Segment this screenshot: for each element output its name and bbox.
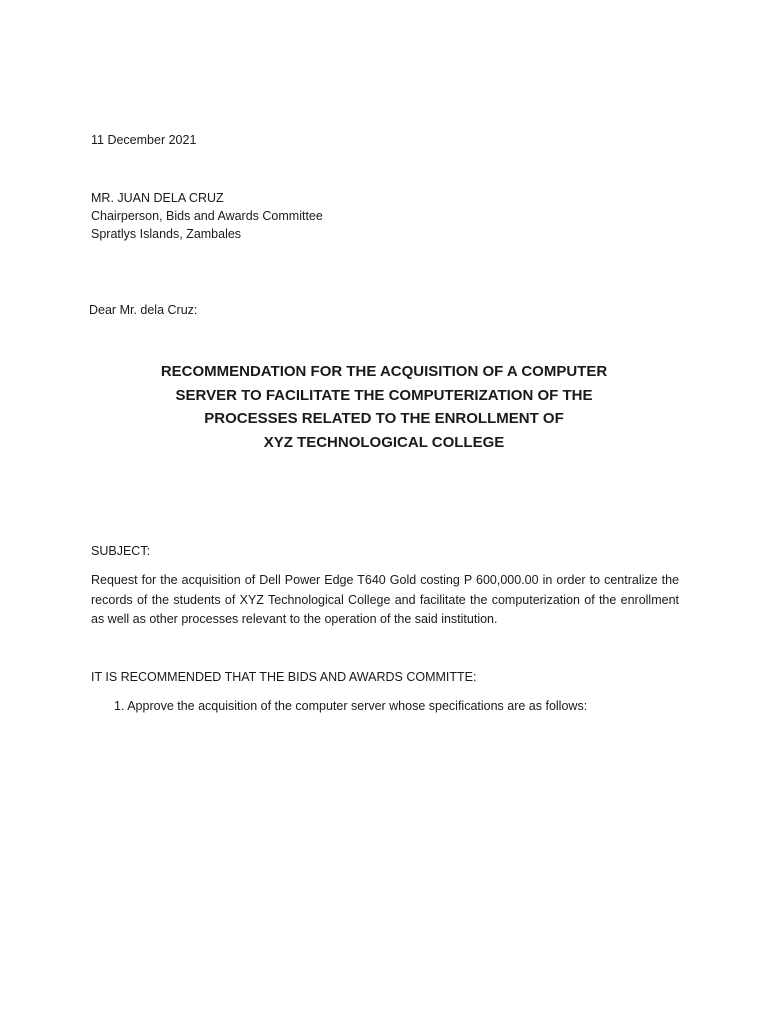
subject-paragraph: [91, 571, 679, 630]
recipient-name: MR. JUAN DELA CRUZ: [91, 191, 224, 205]
salutation: Dear Mr. dela Cruz:: [89, 303, 198, 317]
recommendation-heading: IT IS RECOMMENDED THAT THE BIDS AND AWARDS COMMITTE:: [91, 670, 477, 684]
letter-date: 11 December 2021: [91, 133, 197, 147]
recipient-address: Spratlys Islands, Zambales: [91, 227, 242, 241]
title-line: PROCESSES RELATED TO THE ENROLLMENT OF: [204, 410, 564, 427]
title-line: SERVER TO FACILITATE THE COMPUTERIZATION OF THE: [175, 386, 593, 404]
subject-line: records of the students of XYZ Technological College and facilitate the computerization of the enrollment: [91, 592, 679, 607]
subject-label: SUBJECT:: [91, 544, 151, 558]
subject-line: Request for the acquisition of Dell Power Edge T640 Gold costing P 600,000.00 in order to centralize the: [91, 573, 679, 587]
subject-line: as well as other processes relevant to the operation of the said institution.: [91, 612, 498, 626]
recipient-position: Chairperson, Bids and Awards Committee: [91, 209, 323, 223]
title-line: XYZ TECHNOLOGICAL COLLEGE: [263, 433, 505, 451]
list-item: 1. Approve the acquisition of the computer server whose specifications are as follows:: [114, 699, 588, 713]
title-line: RECOMMENDATION FOR THE ACQUISITION OF A COMPUTER: [160, 363, 608, 380]
recommendation-list: [114, 697, 587, 715]
recipient-block: [91, 189, 323, 243]
letter-title: [84, 360, 684, 454]
